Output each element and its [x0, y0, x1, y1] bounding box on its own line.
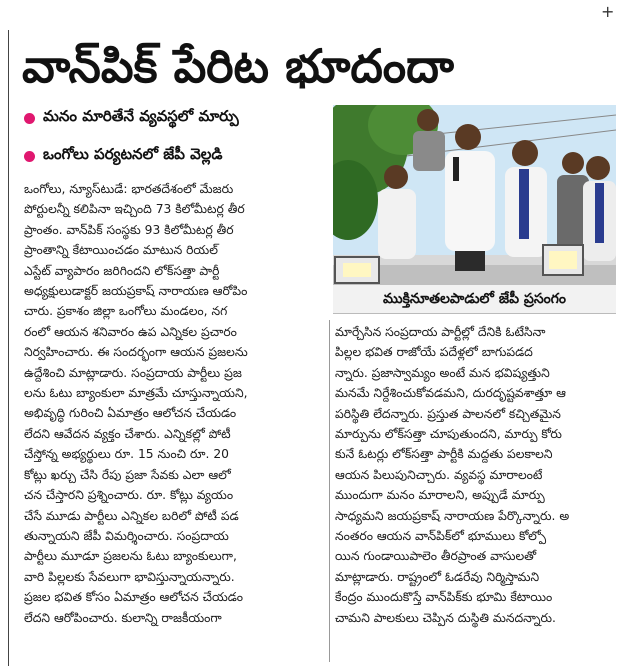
- column-1-line: ఉద్దేశించి మాట్లాడారు. సంప్రదాయ పార్టీలు ప్రజ: [24, 365, 242, 380]
- subheading-2: [24, 144, 222, 168]
- column-2-line: నంతరం ఆయన వాన్‌పిక్‌లో భూములు కోల్పో: [335, 529, 547, 544]
- column-1-line: చేస్తోన్న అభ్యర్థులు రూ. 15 నుంచి రూ. 20: [24, 447, 229, 462]
- column-2-line: చామని పాలకులు చెప్పిన దుస్థితి మనదన్నారు.: [335, 610, 556, 625]
- column-divider: [329, 320, 330, 662]
- column-2-line: సాధ్యమని జయప్రకాష్ నారాయణ పేర్కొన్నారు. అ: [335, 508, 570, 523]
- column-1-line: ఒంగోలు, న్యూస్‌టుడే: భారతదేశంలో మేజరు: [24, 182, 234, 196]
- column-2-line: మార్పును లోక్‌సత్తా చూపుతుందని, మార్పు కోరు: [335, 427, 562, 442]
- column-2-line: మాట్లాడారు. రాష్ట్రంలో ఓడరేవు నిర్మిస్తామని: [335, 569, 540, 584]
- column-1-line: చారు. ప్రకాశం జిల్లా ఒంగోలు మండలం, నగ: [24, 304, 228, 319]
- subheading-1: [24, 106, 239, 130]
- column-1-line: పోర్టులన్నీ కలిపినా ఇచ్చింది 73 కిలోమీటర్ల తీర: [24, 202, 245, 217]
- rally-photo-illustration: [333, 105, 616, 285]
- column-1-line: ఎస్టేట్ వ్యాపారం జరిగిందని లోక్‌సత్తా పార్టీ: [24, 263, 220, 278]
- column-1-line: కోట్లు ఖర్చు చేసి రేపు ప్రజా సేవకు ఎలా ఆలో: [24, 467, 231, 482]
- column-1-line: తున్నాయని జేపీ విమర్శించారు. సంప్రదాయ: [24, 528, 229, 543]
- bullet-icon: [24, 151, 35, 162]
- subheading-2-text: ఒంగోలు పర్యటనలో జేపీ వెల్లడి: [43, 145, 223, 163]
- article-column-2: [335, 322, 615, 628]
- column-1-line: ప్రాంతం. వాన్‌పిక్ సంస్థకు 93 కిలోమీటర్ల తీర: [24, 222, 234, 237]
- column-1-line: చేసే మూడు పార్టీలు ఎన్నికల బరిలో పోటీ పడ: [24, 508, 239, 523]
- column-1-line: అధ్యక్షులుడాక్టర్ జయప్రకాష్ నారాయణ ఆరోపిం: [24, 284, 248, 299]
- add-icon[interactable]: +: [601, 2, 615, 21]
- column-1-line: లేదని ఆవేదన వ్యక్తం చేశారు. ఎన్నికల్లో పోటీ: [24, 426, 231, 441]
- column-2-line: ఆయన పిలుపునిచ్చారు. వ్యవస్థ మారాలంటే: [335, 467, 543, 482]
- photo-caption: ముక్తినూతలపాడులో జేపీ ప్రసంగం: [333, 285, 616, 314]
- subheading-1-text: మనం మారితేనే వ్యవస్థలో మార్పు: [43, 107, 239, 125]
- column-2-line: యిన గుండాయిపాలెం తీరప్రాంత వాసులతో: [335, 549, 537, 564]
- news-photo: [333, 105, 616, 285]
- column-2-line: ముందుగా మనం మారాలని, అప్పుడే మార్పు: [335, 488, 545, 503]
- headline: వాన్‌పిక్ పేరిట భూదందా: [22, 39, 454, 93]
- column-1-line: అభివృద్ధి గురించి ఏమాత్రం ఆలోచన చేయడం: [24, 406, 237, 421]
- column-1-line: చన చేస్తారని ప్రశ్నించారు. రూ. కోట్లు వ్యయం: [24, 488, 234, 503]
- column-2-line: మార్చేసిన సంప్రదాయ పార్టీల్లో దేనికి ఓటేసినా: [335, 325, 546, 339]
- column-1-line: రంలో ఆయన శనివారం ఉప ఎన్నికల ప్రచారం: [24, 324, 237, 339]
- column-1-line: లను ఓటు బ్యాంకులా మాత్రమే చూస్తున్నాయని,: [24, 386, 248, 401]
- column-1-line: ప్రాంతాన్ని కేటాయించడం మాటున రియల్: [24, 243, 218, 258]
- bullet-icon: [24, 113, 35, 124]
- column-2-line: మనమే నిర్దేశించుకోవడమని, దురదృష్టవశాత్తూ ఆ: [335, 386, 566, 401]
- column-1-line: పార్టీలు మూడూ ప్రజలను ఓటు బ్యాంకులుగా,: [24, 549, 237, 564]
- column-1-line: లేదని ఆరోపించారు. కులాన్ని రాజకీయంగా: [24, 610, 222, 625]
- column-2-line: కునే ఓటర్లు లోక్‌సత్తా పార్టీకి మద్దతు పలకాలని: [335, 447, 553, 462]
- column-2-line: పిల్లల భవిత రాజోయే పదేళ్లలో బాగుపడద: [335, 345, 533, 360]
- column-1-line: వారి పిల్లలకు సేవలుగా భావిస్తున్నాయన్నారు.: [24, 569, 235, 584]
- column-2-line: న్నారు. ప్రజాస్వామ్యం అంటే మన భవిష్యత్తుని: [335, 365, 550, 380]
- column-1-line: నిర్వహించారు. ఈ సందర్భంగా ఆయన ప్రజలను: [24, 345, 248, 360]
- column-2-line: కేంద్రం ముందుకొస్తే వాన్‌పిక్‌కు భూమి కేటాయిం: [335, 590, 553, 605]
- column-1-line: ప్రజల భవిత కోసం ఏమాత్రం ఆలోచన చేయడం: [24, 590, 243, 605]
- article-column-1: [24, 179, 324, 628]
- column-2-line: పరిస్థితి లేదన్నారు. ప్రస్తుత పాలనలో కచ్చితమైన: [335, 406, 561, 421]
